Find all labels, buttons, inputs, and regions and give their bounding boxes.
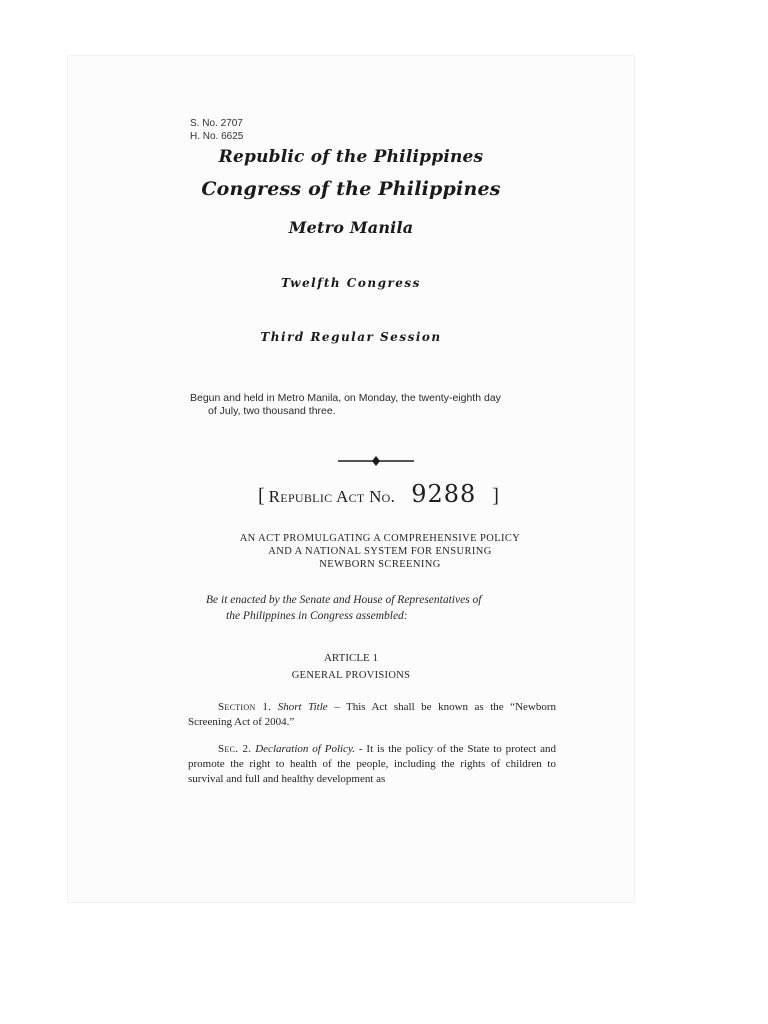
begun-line-2: of July, two thousand three. — [208, 405, 336, 417]
act-number-line — [258, 480, 499, 508]
section-1-title: Short Title — [277, 701, 328, 713]
act-title-line-1: AN ACT PROMULGATING A COMPREHENSIVE POLICY — [239, 533, 521, 544]
act-close-bracket: ] — [492, 485, 499, 507]
section-1 — [188, 700, 556, 730]
document-page — [68, 56, 634, 902]
congress-number: Twelfth Congress — [281, 276, 421, 290]
enacting-clause — [206, 592, 566, 624]
location-heading: Metro Manila — [288, 218, 414, 237]
section-1-text: – This Act shall be known as the “Newborn Screening Act of 2004.” — [188, 701, 556, 728]
ornament-divider — [338, 454, 414, 468]
section-2-text: - It is the policy of the State to protect and promote the right to health of the people, including the rights of children to survival and full and healthy development as — [188, 743, 556, 785]
section-1-label: Section 1. — [218, 701, 272, 713]
enacting-line-2: the Philippines in Congress assembled: — [226, 610, 408, 622]
bill-numbers — [190, 117, 243, 143]
house-bill-number: H. No. 6625 — [190, 131, 244, 142]
act-title-line-3: NEWBORN SCREENING — [319, 559, 441, 570]
article-heading: ARTICLE 1 — [323, 652, 379, 664]
article-subheading: GENERAL PROVISIONS — [291, 670, 411, 681]
act-number: 9288 — [411, 480, 477, 508]
senate-bill-number: S. No. 2707 — [190, 118, 243, 129]
act-open-bracket: [ — [258, 485, 265, 507]
section-2-label: Sec. 2. — [218, 743, 252, 755]
enacting-line-1: Be it enacted by the Senate and House of Representatives of — [206, 594, 482, 606]
session-name: Third Regular Session — [260, 330, 442, 344]
republic-heading: Republic of the Philippines — [218, 147, 484, 167]
begun-line-1: Begun and held in Metro Manila, on Monday, the twenty-eighth day — [190, 392, 501, 404]
act-title — [190, 532, 570, 571]
section-2 — [188, 742, 556, 787]
act-title-line-2: AND A NATIONAL SYSTEM FOR ENSURING — [268, 546, 492, 557]
act-label: Republic Act No. — [268, 487, 396, 506]
section-2-title: Declaration of Policy. — [255, 743, 355, 755]
congress-heading: Congress of the Philippines — [201, 178, 501, 200]
begun-statement — [190, 392, 570, 418]
